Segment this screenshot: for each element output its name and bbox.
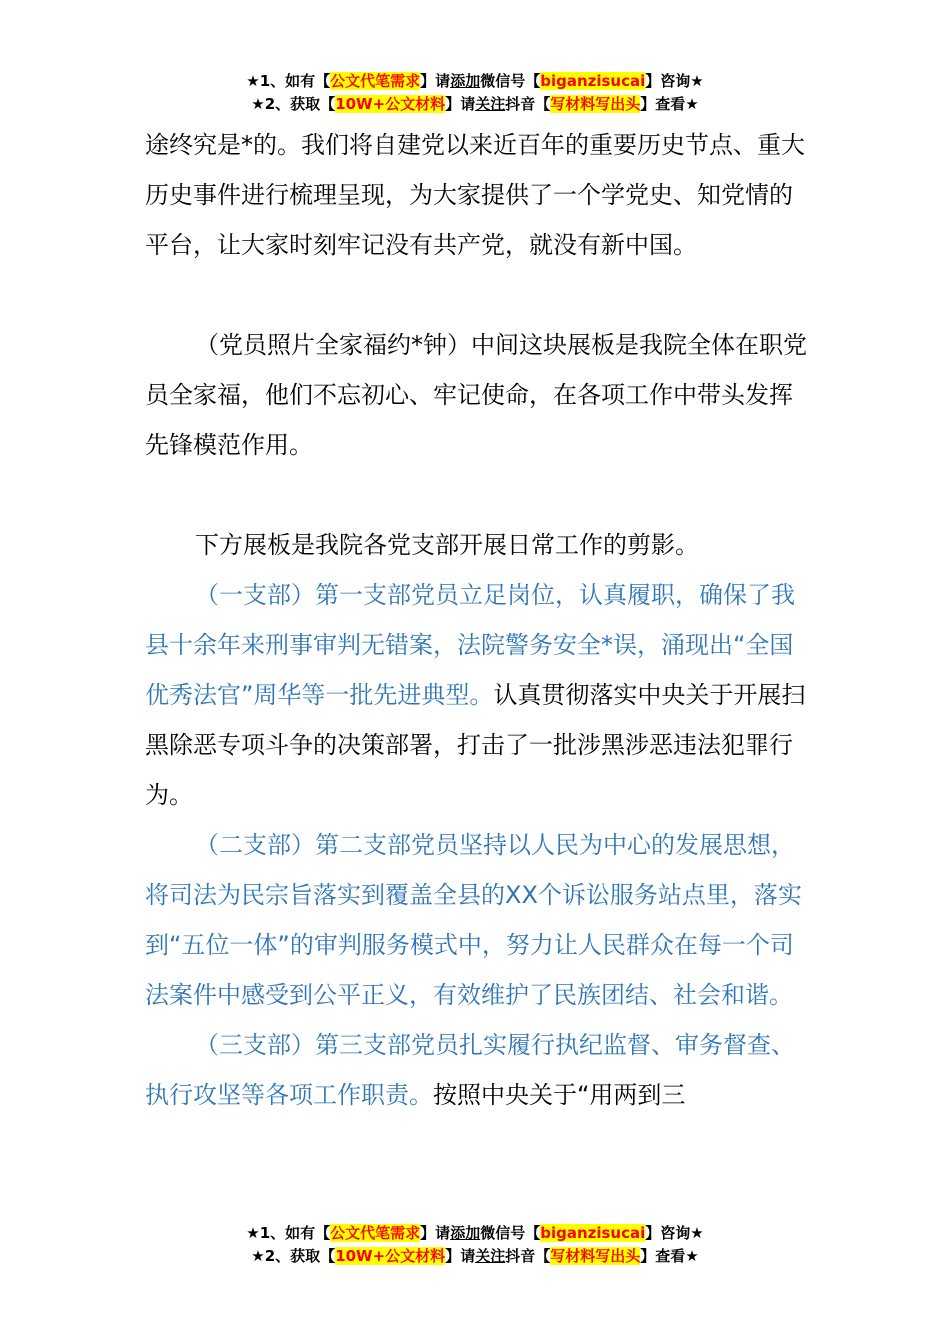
paragraph-history: 途终究是*的。我们将自建党以来近百年的重要历史节点、重大历史事件进行梳理呈现，为大家提供了一个学党史、知党情的平台，让大家时刻牢记没有共产党，就没有新中国。 [145,131,805,259]
paragraph-branch-1: （一支部）第一支部党员立足岗位，认真履职，确保了我县十余年来刑事审判无错案，法院警务安全*误，涌现出“全国优秀法官”周华等一批先进典型。认真贯彻落实中央关于开展扫黑除恶专项斗争的决策部署，打击了一批涉黑涉恶违法犯罪行为。 [145,581,806,809]
paragraph-branch-3: （三支部）第三支部党员扎实履行执纪监督、审务督查、执行攻坚等各项工作职责。按照中央关于“用两到三 [145,1031,795,1109]
header-banner [0,70,950,116]
banner-line-2: ★2、获取【10W+公文材料】请关注抖音【写材料写出头】查看★ [251,1247,699,1265]
paragraph-lower-board: 下方展板是我院各党支部开展日常工作的剪影。 [195,531,699,559]
banner-line-1: ★1、如有【公文代笔需求】请添加微信号【biganzisucai】咨询★ [246,72,704,90]
document-body [145,120,815,1120]
paragraph-family-photo: （党员照片全家福约*钟）中间这块展板是我院全体在职党员全家福，他们不忘初心、牢记使命，在各项工作中带头发挥先锋模范作用。 [145,331,807,459]
banner-line-2: ★2、获取【10W+公文材料】请关注抖音【写材料写出头】查看★ [251,95,699,113]
paragraph-branch-2: （二支部）第二支部党员坚持以人民为中心的发展思想，将司法为民宗旨落实到覆盖全县的XX个诉讼服务站点里，落实到“五位一体”的审判服务模式中，努力让人民群众在每一个司法案件中感受到公平正义，有效维护了民族团结、社会和谐。 [145,831,802,1009]
banner-line-1: ★1、如有【公文代笔需求】请添加微信号【biganzisucai】咨询★ [246,1224,704,1242]
footer-banner [0,1222,950,1268]
